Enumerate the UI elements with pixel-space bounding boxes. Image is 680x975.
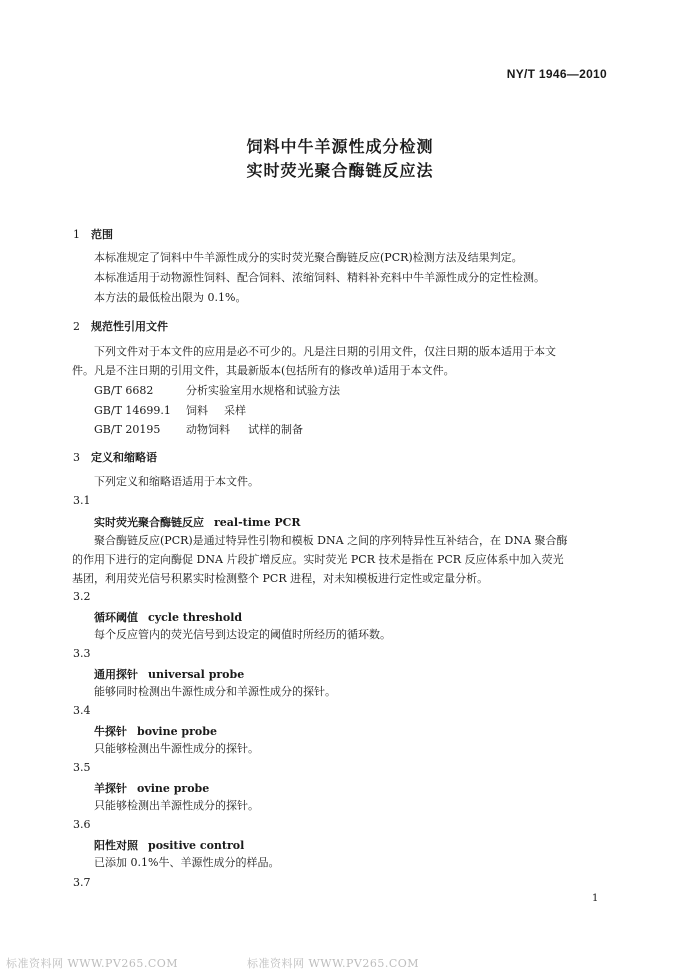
definition-line: 的作用下进行的定向酶促 DNA 片段扩增反应。实时荧光 PCR 技术是指在 PCR 反应体系中加入荧光 — [72, 553, 564, 566]
term-chinese: 牛探针 — [94, 725, 127, 738]
subsection-number: 3.2 — [73, 590, 91, 603]
section-1-paragraph-2: 本标准适用于动物源性饲料、配合饲料、浓缩饲料、精料补充料中牛羊源性成分的定性检测。 — [94, 271, 545, 284]
reference-code: GB/T 20195 — [94, 423, 161, 436]
term-heading — [94, 723, 217, 739]
term-chinese: 羊探针 — [94, 782, 127, 795]
section-3-intro: 下列定义和缩略语适用于本文件。 — [94, 475, 259, 488]
section-number: 3 — [73, 451, 80, 464]
reference-subtitle: 试样的制备 — [248, 423, 303, 436]
watermark-right: 标准资料网 WWW.PV265.COM — [247, 957, 420, 970]
definition-line: 只能够检测出羊源性成分的探针。 — [94, 799, 259, 812]
section-1-paragraph-3: 本方法的最低检出限为 0.1%。 — [94, 291, 247, 304]
reference-code: GB/T 14699.1 — [94, 404, 171, 417]
section-2-paragraph-line2: 件。凡是不注日期的引用文件，其最新版本(包括所有的修改单)适用于本文件。 — [72, 364, 455, 377]
term-heading — [94, 780, 209, 796]
term-english: ovine probe — [137, 782, 210, 795]
document-title-line2: 实时荧光聚合酶链反应法 — [246, 161, 434, 180]
section-number: 1 — [73, 228, 80, 241]
subsection-number: 3.3 — [73, 647, 91, 660]
term-heading — [94, 514, 301, 530]
reference-title: 分析实验室用水规格和试验方法 — [186, 384, 340, 397]
section-title: 规范性引用文件 — [91, 320, 168, 333]
section-number: 2 — [73, 320, 80, 333]
section-2-paragraph-line1: 下列文件对于本文件的应用是必不可少的。凡是注日期的引用文件，仅注日期的版本适用于本文 — [94, 345, 556, 358]
term-english: cycle threshold — [148, 611, 243, 624]
definition-line: 基团，利用荧光信号积累实时检测整个 PCR 进程，对未知模板进行定性或定量分析。 — [72, 572, 489, 585]
subsection-number: 3.6 — [73, 818, 91, 831]
document-title-line1: 饲料中牛羊源性成分检测 — [246, 137, 434, 156]
term-chinese: 阳性对照 — [94, 839, 138, 852]
term-english: bovine probe — [137, 725, 217, 738]
term-heading — [94, 837, 244, 853]
term-english: universal probe — [148, 668, 245, 681]
watermark-left: 标准资料网 WWW.PV265.COM — [6, 957, 179, 970]
subsection-number: 3.5 — [73, 761, 91, 774]
definition-line: 已添加 0.1%牛、羊源性成分的样品。 — [94, 856, 280, 869]
definition-line: 只能够检测出牛源性成分的探针。 — [94, 742, 259, 755]
term-english: real-time PCR — [214, 516, 301, 529]
reference-subtitle: 采样 — [224, 404, 246, 417]
term-heading — [94, 666, 244, 682]
section-1-paragraph-1: 本标准规定了饲料中牛羊源性成分的实时荧光聚合酶链反应(PCR)检测方法及结果判定。 — [94, 251, 523, 264]
term-english: positive control — [148, 839, 245, 852]
reference-item — [94, 383, 340, 399]
subsection-number: 3.4 — [73, 704, 91, 717]
reference-code: GB/T 6682 — [94, 384, 154, 397]
term-heading — [94, 609, 242, 625]
reference-item — [94, 422, 303, 438]
term-chinese: 循环阈值 — [94, 611, 138, 624]
definition-line: 每个反应管内的荧光信号到达设定的阈值时所经历的循环数。 — [94, 628, 391, 641]
term-chinese: 实时荧光聚合酶链反应 — [94, 516, 204, 529]
reference-title: 饲料 — [186, 404, 208, 417]
subsection-number: 3.7 — [73, 876, 91, 889]
section-2-heading — [73, 318, 168, 334]
section-3-heading — [73, 449, 157, 465]
reference-title: 动物饲料 — [186, 423, 230, 436]
term-chinese: 通用探针 — [94, 668, 138, 681]
section-1-heading — [73, 226, 113, 242]
subsection-number: 3.1 — [73, 494, 91, 507]
definition-line: 能够同时检测出牛源性成分和羊源性成分的探针。 — [94, 685, 336, 698]
page-number: 1 — [592, 893, 599, 904]
standard-code: NY/T 1946—2010 — [506, 67, 607, 81]
definition-line: 聚合酶链反应(PCR)是通过特异性引物和模板 DNA 之间的序列特异性互补结合，在 DNA 聚合酶 — [94, 534, 568, 547]
reference-item — [94, 403, 246, 419]
section-title: 定义和缩略语 — [91, 451, 157, 464]
section-title: 范围 — [91, 228, 113, 241]
